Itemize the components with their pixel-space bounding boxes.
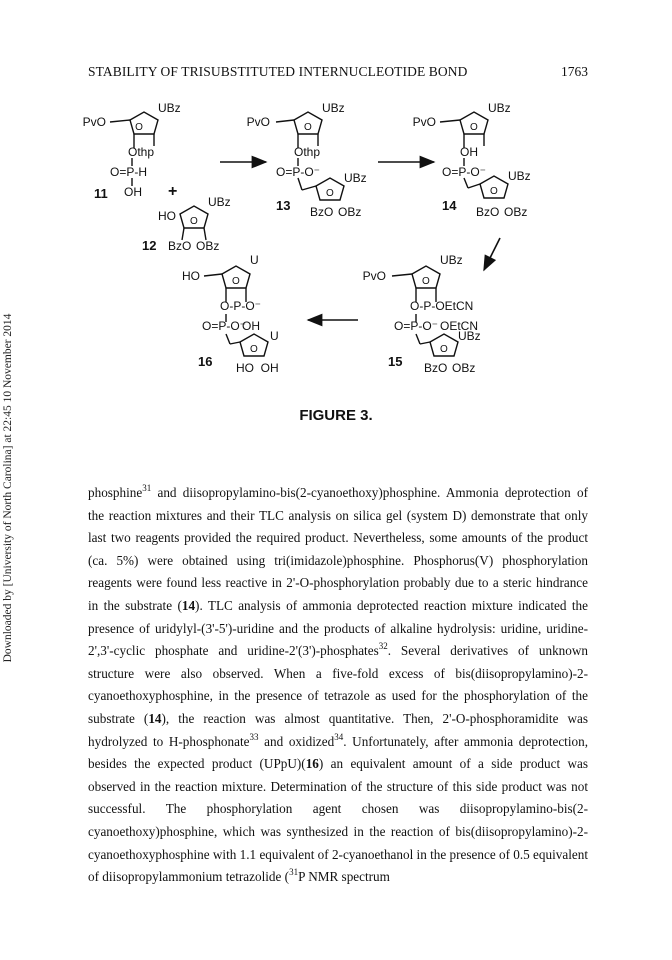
label-15-ubz2: UBz bbox=[458, 329, 481, 343]
label-16-p2: O=P-O⁻ bbox=[202, 319, 247, 333]
label-15-bzo: BzO bbox=[424, 361, 448, 375]
label-16-p: O-P-O⁻ bbox=[220, 299, 261, 313]
compound-ref-14b: 14 bbox=[148, 710, 162, 726]
label-13-ring-o2: O bbox=[326, 188, 334, 199]
label-13-ubz: UBz bbox=[322, 101, 345, 115]
label-11-ring-o: O bbox=[135, 122, 143, 133]
label-15-oetcn: OEtCN bbox=[440, 319, 479, 333]
label-13-othp: Othp bbox=[294, 145, 321, 159]
label-12-obz: OBz bbox=[196, 239, 220, 253]
label-12-ring-o: O bbox=[190, 216, 198, 227]
label-12-ubz: UBz bbox=[208, 195, 231, 209]
label-14-oh: OH bbox=[460, 145, 478, 159]
label-11-p: O=P-H bbox=[110, 165, 148, 179]
compound-16: 16 bbox=[198, 354, 213, 369]
label-14-obz: OBz bbox=[504, 205, 528, 219]
arrow-14-to-15 bbox=[484, 238, 500, 270]
label-16-ring-o: O bbox=[232, 276, 240, 287]
ref-34: 34 bbox=[334, 731, 344, 742]
compound-ref-16: 16 bbox=[305, 756, 319, 772]
label-11-othp: Othp bbox=[128, 145, 155, 159]
plus-sign: + bbox=[168, 183, 178, 200]
running-header bbox=[88, 64, 588, 84]
label-12-bzo: BzO bbox=[168, 239, 192, 253]
label-15-ring-o: O bbox=[422, 276, 430, 287]
label-11-pvo: PvO bbox=[82, 115, 106, 129]
compound-14: 14 bbox=[442, 198, 457, 213]
label-16-u: U bbox=[250, 253, 259, 267]
label-11-oh: OH bbox=[124, 185, 142, 199]
figure-caption: FIGURE 3. bbox=[299, 407, 373, 424]
label-13-bzo: BzO bbox=[310, 205, 334, 219]
compound-13: 13 bbox=[276, 198, 291, 213]
label-13-ubz2: UBz bbox=[344, 171, 367, 185]
label-13-obz: OBz bbox=[338, 205, 362, 219]
isotope-31p: 31 bbox=[289, 867, 299, 878]
ref-32: 32 bbox=[378, 641, 388, 652]
label-16-oh: OH bbox=[242, 319, 260, 333]
label-15-pvo: PvO bbox=[362, 269, 386, 283]
reaction-scheme bbox=[80, 98, 560, 398]
label-14-pvo: PvO bbox=[412, 115, 436, 129]
label-15-p: O-P-OEtCN bbox=[410, 299, 474, 313]
label-13-pvo: PvO bbox=[246, 115, 270, 129]
compound-ref-14: 14 bbox=[181, 597, 196, 613]
label-15-p2: O=P-O⁻ bbox=[394, 319, 439, 333]
label-14-p: O=P-O⁻ bbox=[442, 165, 487, 179]
label-14-ubz2: UBz bbox=[508, 169, 531, 183]
ref-33: 33 bbox=[249, 731, 259, 742]
label-11-ubz: UBz bbox=[158, 101, 181, 115]
label-15-ring-o2: O bbox=[440, 344, 448, 355]
ref-31: 31 bbox=[142, 483, 152, 493]
body-paragraph: phosphine$^{31}$ and diisopropylamino-bis(2-cyanoethoxy)phosphine. Ammonia deprotection of the reaction mixtures and their TLC analysis on silica gel (system D) demonstrate that only last two reagents provided the required product. Nevertheless, some amounts of the product (ca. 5%) were obtained using tri(imidazole)phosphine. Phosphorus(V) phosphorylation reagents were found less reactive in 2'-O-phosphorylation probably due to a steric hindrance in the substrate (14). TLC analysis of ammonia deprotected reaction mixture indicated the presence of uridylyl-(3'-5')-uridine and the products of alkaline hydrolysis: uridine, uridine-2',3'-cyclic phosphate and uridine-2'(3')-phosphates$^{32}$. Several derivatives of unknown structure were also observed. When a five-fold excess of bis(diisopropylamino)-2-cyanoethoxyphosphine, in the presence of tetrazole as used for the phosphorylation of the substrate (14), the reaction was almost quantitative. Then, 2'-O-phosphoramidite was hydrolyzed to H-phosphonate$^{33}$ and oxidized$^{34}$. Unfortunately, after ammonia deprotection, besides the expected product (UPpU)(16) an equivalent amount of a side product was observed in the reaction mixture. Determination of the structure of this side product was not successful. The phosphorylation agent chosen was diisopropylamino-bis(2-cyanoethoxy)phosphine, which was synthesized in the reaction of bis(diisopropylamino)-2-cyanoethoxyphosphine with 1.1 equivalent of 2-cyanoethanol in the presence of 0.5 equivalent of diisopropylammonium tetrazolide ($^{31}$P NMR spectrum bbox=[88, 483, 589, 885]
label-16-ring-o2: O bbox=[250, 344, 258, 355]
label-14-ring-o: O bbox=[470, 122, 478, 133]
label-16-u2: U bbox=[270, 329, 279, 343]
label-14-bzo: BzO bbox=[476, 205, 500, 219]
label-15-ubz: UBz bbox=[440, 253, 463, 267]
label-13-ring-o: O bbox=[304, 122, 312, 133]
label-16-ho: HO bbox=[182, 269, 200, 283]
running-title: STABILITY OF TRISUBSTITUTED INTERNUCLEOTIDE BOND bbox=[88, 64, 468, 79]
label-15-obz: OBz bbox=[452, 361, 476, 375]
compound-15: 15 bbox=[388, 354, 403, 369]
label-16-diol: HO OH bbox=[236, 361, 279, 375]
download-watermark: Downloaded by [University of North Carolina] at 22:45 10 November 2014 bbox=[2, 313, 14, 663]
compound-11: 11 bbox=[94, 186, 108, 201]
compound-12: 12 bbox=[142, 238, 157, 253]
label-14-ubz: UBz bbox=[488, 101, 511, 115]
label-13-p: O=P-O⁻ bbox=[276, 165, 321, 179]
page-number: 1763 bbox=[561, 64, 588, 79]
label-14-ring-o2: O bbox=[490, 186, 498, 197]
label-12-ho: HO bbox=[158, 209, 176, 223]
